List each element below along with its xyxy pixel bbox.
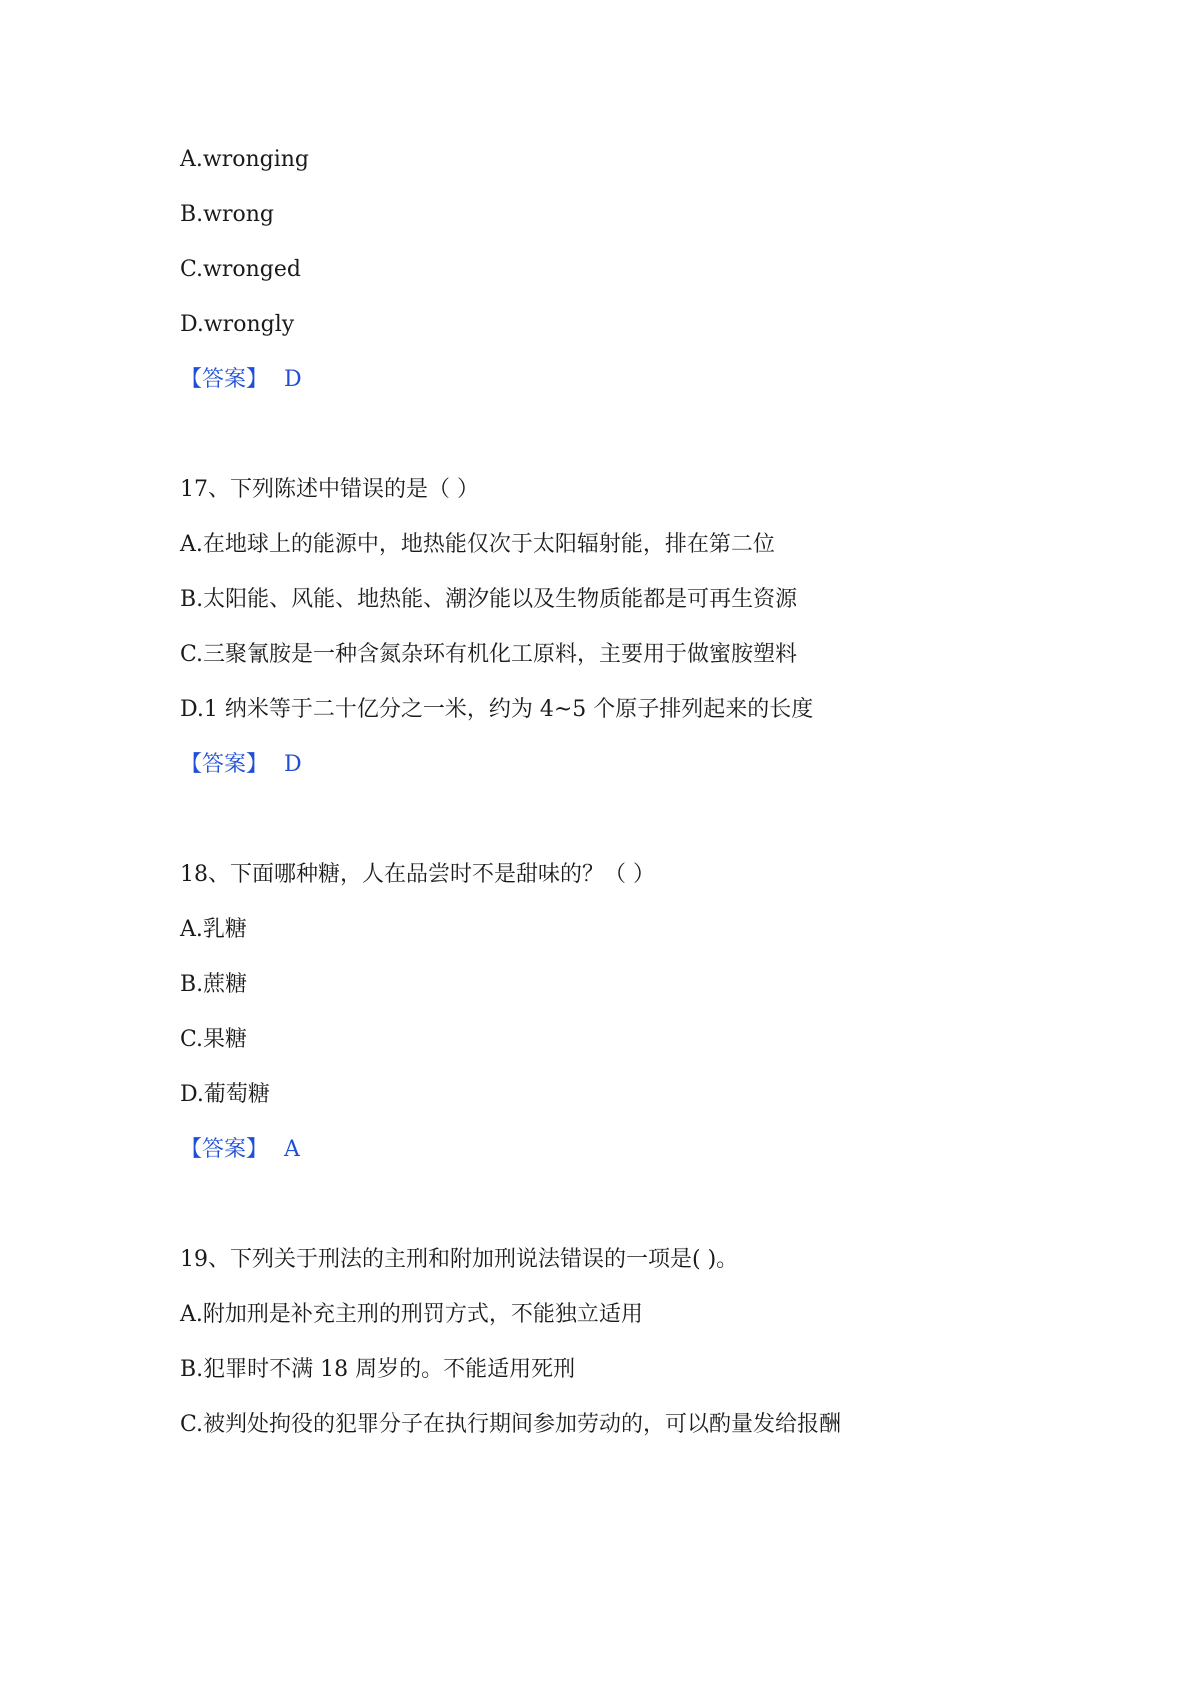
- q18-option-c: C.果糖: [180, 1027, 248, 1052]
- q18-answer: [180, 1135, 300, 1165]
- answer-value: A: [284, 1137, 300, 1162]
- q16-option-a: A.wronging: [180, 147, 310, 172]
- q18-option-b: B.蔗糖: [180, 972, 248, 997]
- answer-label: 【答案】: [180, 752, 269, 777]
- q19-option-b: B.犯罪时不满 18 周岁的。不能适用死刑: [180, 1357, 576, 1382]
- answer-label: 【答案】: [180, 1137, 269, 1162]
- q19-question: 19、下列关于刑法的主刑和附加刑说法错误的一项是( )。: [180, 1247, 739, 1272]
- q16-answer: [180, 365, 302, 395]
- answer-label: 【答案】: [180, 367, 269, 392]
- answer-value: D: [284, 367, 302, 392]
- q18-option-a: A.乳糖: [180, 917, 247, 942]
- q17-answer: [180, 750, 302, 780]
- q19-option-a: A.附加刑是补充主刑的刑罚方式，不能独立适用: [180, 1302, 643, 1327]
- q17-option-b: B.太阳能、风能、地热能、潮汐能以及生物质能都是可再生资源: [180, 587, 798, 612]
- q16-option-b: B.wrong: [180, 202, 275, 227]
- q17-option-d: D.1 纳米等于二十亿分之一米，约为 4~5 个原子排列起来的长度: [180, 697, 814, 722]
- q17-option-c: C.三聚氰胺是一种含氮杂环有机化工原料，主要用于做蜜胺塑料: [180, 642, 798, 667]
- q16-option-c: C.wronged: [180, 257, 301, 282]
- q17-question: 17、下列陈述中错误的是（ ）: [180, 477, 479, 502]
- q16-option-d: D.wrongly: [180, 312, 295, 337]
- answer-value: D: [284, 752, 302, 777]
- q19-option-c: C.被判处拘役的犯罪分子在执行期间参加劳动的，可以酌量发给报酬: [180, 1412, 842, 1437]
- q18-option-d: D.葡萄糖: [180, 1082, 270, 1107]
- q18-question: 18、下面哪种糖，人在品尝时不是甜味的？（ ）: [180, 862, 655, 887]
- q17-option-a: A.在地球上的能源中，地热能仅次于太阳辐射能，排在第二位: [180, 532, 775, 557]
